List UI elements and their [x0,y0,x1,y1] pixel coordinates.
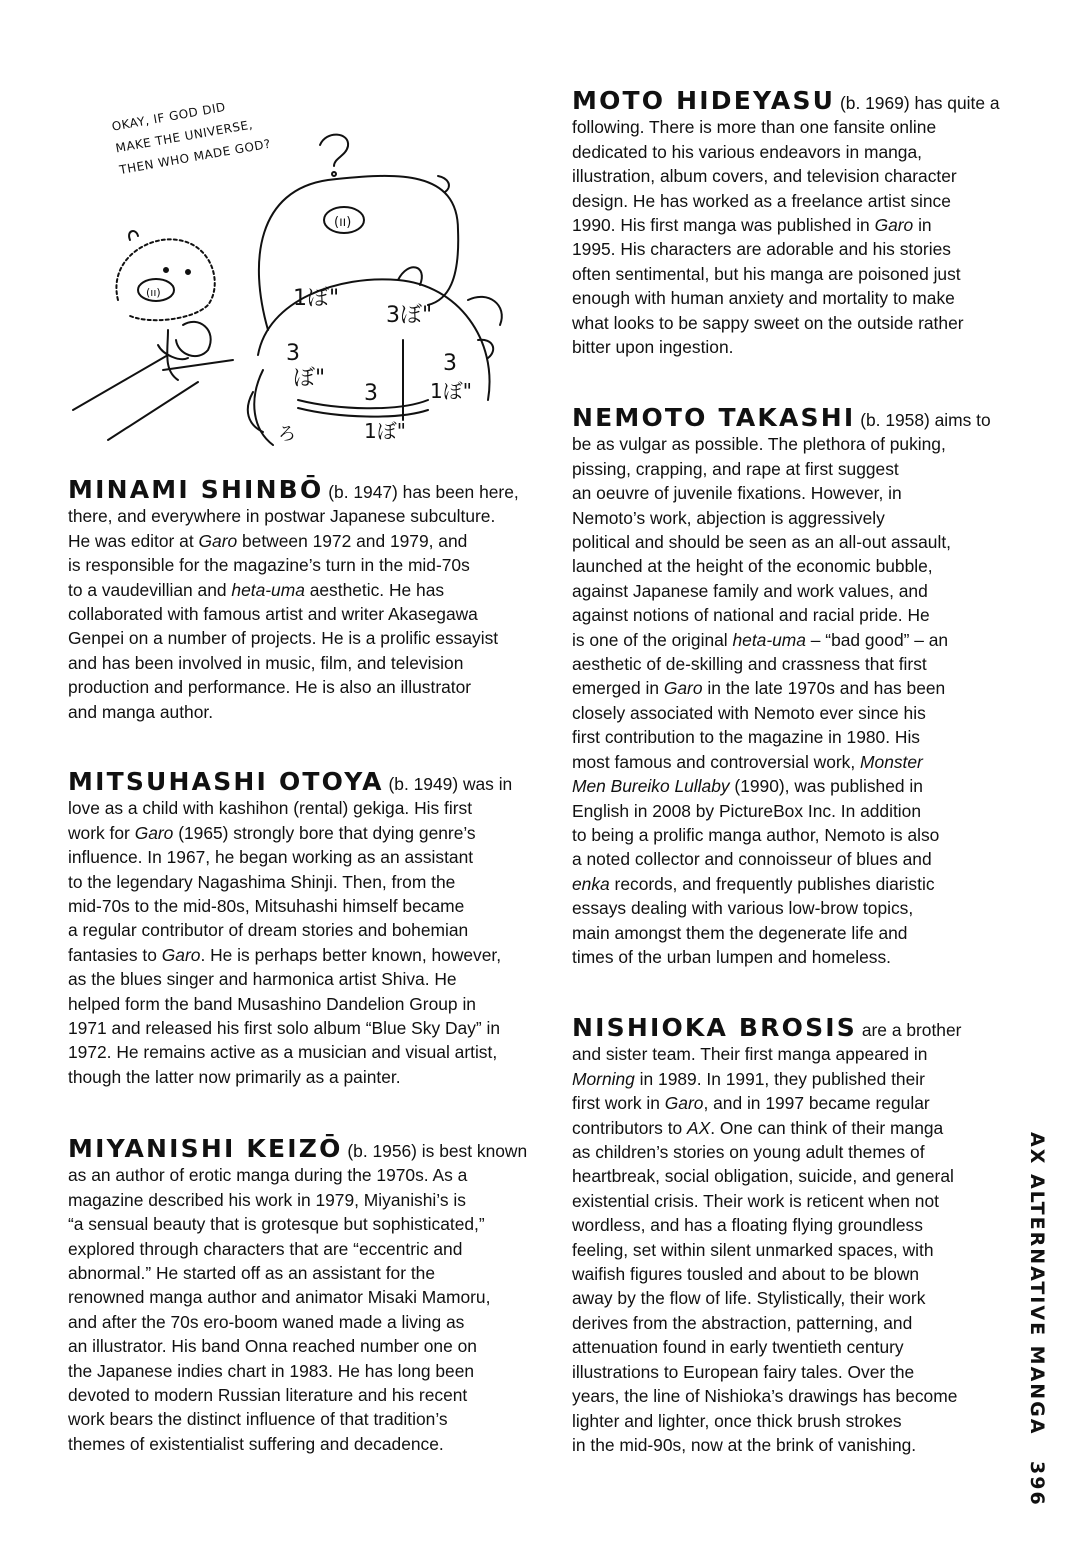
bio-line: and has been involved in music, film, and television [68,652,464,673]
entry-miyanishi-keizo [68,1134,546,1456]
bio-line: wordless, and has a floating flying groundless [572,1215,923,1236]
bio-line: emerged in Garo in the late 1970s and has been [572,678,946,699]
svg-text:1ぼ": 1ぼ" [293,286,340,311]
bio-line: to being a prolific manga author, Nemoto is also [572,824,940,845]
right-column [572,0,1012,1545]
artist-intro: (b. 1956) is best known [342,1141,528,1161]
bio-line: is responsible for the magazine’s turn in the mid-70s [68,555,470,576]
bio-line: Morning in 1989. In 1991, they published their [572,1068,925,1089]
bio-line: English in 2008 by PictureBox Inc. In addition [572,800,921,821]
bio-line: and manga author. [68,701,214,722]
artist-name: MOTO HIDEYASU [572,86,836,115]
bio-line: a regular contributor of dream stories and bohemian [68,920,469,941]
svg-text:(ıı): (ıı) [334,215,352,230]
bio-line: existential crisis. Their work is reticent when not [572,1190,939,1211]
entry-heading-line [68,475,546,504]
artist-intro: (b. 1949) was in [383,774,513,794]
svg-text:ろ: ろ [278,424,296,445]
bio-line: 1971 and released his first solo album “Blue Sky Day” in [68,1018,501,1039]
bio-line: abnormal.” He started off as an assistant for the [68,1263,436,1284]
bio-line: most famous and controversial work, Monster [572,751,923,772]
page-number: 396 [1026,1461,1048,1508]
bio-line: feeling, set within silent unmarked spaces, with [572,1239,934,1260]
bio-line: against Japanese family and work values, and [572,580,928,601]
bio-line: following. There is more than one fansite online [572,117,937,138]
bio-line: Genpei on a number of projects. He is a prolific essayist [68,628,499,649]
bio-line: an oeuvre of juvenile fixations. However, in [572,483,902,504]
entry-heading-line [572,403,1012,432]
bio-line: a noted collector and connoisseur of blues and [572,849,932,870]
bio-line: illustration, album covers, and television character [572,166,957,187]
bio-line: production and performance. He is also an illustrator [68,677,472,698]
bio-line: pissing, crapping, and rape at first suggest [572,458,899,479]
bio-line: is one of the original heta-uma – “bad good” – an [572,629,949,650]
svg-text:3: 3 [364,381,378,406]
bio-line: renowned manga author and animator Misaki Mamoru, [68,1287,491,1308]
bio-line: themes of existentialist suffering and decadence. [68,1433,444,1454]
bio-line: there, and everywhere in postwar Japanese subculture. [68,506,496,527]
entry-minami-shinbo [68,475,546,724]
left-column [68,0,546,1545]
bio-line: be as vulgar as possible. The plethora of puking, [572,434,946,455]
artist-intro: (b. 1947) has been here, [323,482,519,502]
bio-line: years, the line of Nishioka’s drawings has become [572,1386,958,1407]
bio-line: aesthetic of de-skilling and crassness that first [572,654,927,675]
bio-line: work for Garo (1965) strongly bore that dying genre’s [68,822,476,843]
svg-text:1ぼ": 1ぼ" [364,419,406,443]
bio-line: as the blues singer and harmonica artist Shiva. He [68,969,457,990]
bio-line: essays dealing with various low-brow topics, [572,898,914,919]
bio-line: waifish figures tousled and about to be blown [572,1264,920,1285]
bio-line: lighter and lighter, once thick brush strokes [572,1410,902,1431]
artist-name: MITSUHASHI OTOYA [68,767,384,796]
entry-heading-line [68,767,546,796]
bio-line: explored through characters that are “eccentric and [68,1238,463,1259]
bio-line: devoted to modern Russian literature and his recent [68,1385,468,1406]
bio-line: an illustrator. His band Onna reached number one on [68,1336,477,1357]
bio-line: attenuation found in early twentieth century [572,1337,904,1358]
bio-line: Nemoto’s work, abjection is aggressively [572,507,885,528]
entry-heading-line [68,1134,546,1163]
bio-line: love as a child with kashihon (rental) gekiga. His first [68,798,473,819]
running-title [1026,1132,1048,1507]
bio-line: magazine described his work in 1979, Miyanishi’s is [68,1189,466,1210]
bio-line: often sentimental, but his manga are poisoned just [572,263,961,284]
bio-line: main amongst them the degenerate life and [572,922,908,943]
bio-line: fantasies to Garo. He is perhaps better known, however, [68,944,502,965]
bio-line: away by the flow of life. Stylistically, their work [572,1288,926,1309]
bio-line: first work in Garo, and in 1997 became regular [572,1093,930,1114]
artist-intro: are a brother [857,1020,962,1040]
artist-name: NEMOTO TAKASHI [572,403,856,432]
svg-text:3: 3 [286,341,300,366]
entry-nishioka-brosis [572,1013,1012,1457]
bio-line: 1995. His characters are adorable and his stories [572,239,951,260]
bio-line: He was editor at Garo between 1972 and 1979, and [68,530,468,551]
bio-line: in the mid-90s, now at the brink of vanishing. [572,1434,917,1455]
svg-text:3ぼ": 3ぼ" [386,303,433,328]
bio-line: Men Bureiko Lullaby (1990), was published in [572,776,923,797]
entry-nemoto-takashi [572,403,1012,969]
artist-intro: (b. 1969) has quite a [835,93,1000,113]
artist-intro: (b. 1958) aims to [855,410,991,430]
svg-text:ぼ": ぼ" [293,366,326,391]
bio-line: launched at the height of the economic bubble, [572,556,933,577]
bio-line: to the legendary Nagashima Shinji. Then, from the [68,871,456,892]
speech-bubble-text: OKAY, IF GOD DID MAKE THE UNIVERSE, THEN WHO MADE GOD? [110,99,272,178]
bio-line: the Japanese indies chart in 1983. He has long been [68,1360,475,1381]
bio-line: as children’s stories on young adult themes of [572,1142,925,1163]
entry-mitsuhashi-otoya [68,767,546,1089]
bio-line: 1990. His first manga was published in Garo in [572,215,932,236]
bio-line: though the latter now primarily as a painter. [68,1066,401,1087]
bio-line: and after the 70s ero-boom waned made a living as [68,1311,465,1332]
bio-line: against notions of national and racial pride. He [572,605,930,626]
artist-name: MINAMI SHINBŌ [68,475,324,504]
artist-name: NISHIOKA BROSIS [572,1013,858,1042]
bio-line: illustrations to European fairy tales. Over the [572,1361,915,1382]
bio-line: bitter upon ingestion. [572,337,734,358]
bio-line: enough with human anxiety and mortality to make [572,288,955,309]
bio-line: influence. In 1967, he began working as an assistant [68,847,474,868]
bio-line: heartbreak, social obligation, suicide, and general [572,1166,954,1187]
svg-text:(ıı): (ıı) [146,286,161,299]
bio-line: collaborated with famous artist and writer Akasegawa [68,604,478,625]
bio-line: times of the urban lumpen and homeless. [572,946,892,967]
bio-line: design. He has worked as a freelance artist since [572,190,951,211]
bio-line: mid-70s to the mid-80s, Mitsuhashi himself became [68,896,465,917]
bio-line: work bears the distinct influence of that tradition’s [68,1409,448,1430]
bio-line: dedicated to his various endeavors in manga, [572,141,922,162]
bio-line: what looks to be sappy sweet on the outside rather [572,312,964,333]
entry-moto-hideyasu [572,86,1012,359]
bio-line: contributors to AX. One can think of their manga [572,1117,944,1138]
artist-name: MIYANISHI KEIZŌ [68,1134,343,1163]
svg-text:3: 3 [443,351,457,376]
bio-line: “a sensual beauty that is grotesque but sophisticated,” [68,1214,485,1235]
entry-heading-line [572,1013,1012,1042]
bio-line: first contribution to the magazine in 1980. His [572,727,920,748]
bio-line: closely associated with Nemoto ever since his [572,702,926,723]
bio-line: and sister team. Their first manga appeared in [572,1044,928,1065]
svg-text:1ぼ": 1ぼ" [430,379,472,403]
bio-line: helped form the band Musashino Dandelion Group in [68,993,476,1014]
bio-line: derives from the abstraction, patterning, and [572,1312,913,1333]
bio-line: enka records, and frequently publishes diaristic [572,873,935,894]
entry-heading-line [572,86,1012,115]
bio-line: political and should be seen as an all-out assault, [572,532,951,553]
bio-line: to a vaudevillian and heta-uma aesthetic. He has [68,579,445,600]
book-title: AX ALTERNATIVE MANGA [1026,1132,1048,1436]
bio-line: as an author of erotic manga during the 1970s. As a [68,1165,468,1186]
bio-line: 1972. He remains active as a musician and visual artist, [68,1042,498,1063]
